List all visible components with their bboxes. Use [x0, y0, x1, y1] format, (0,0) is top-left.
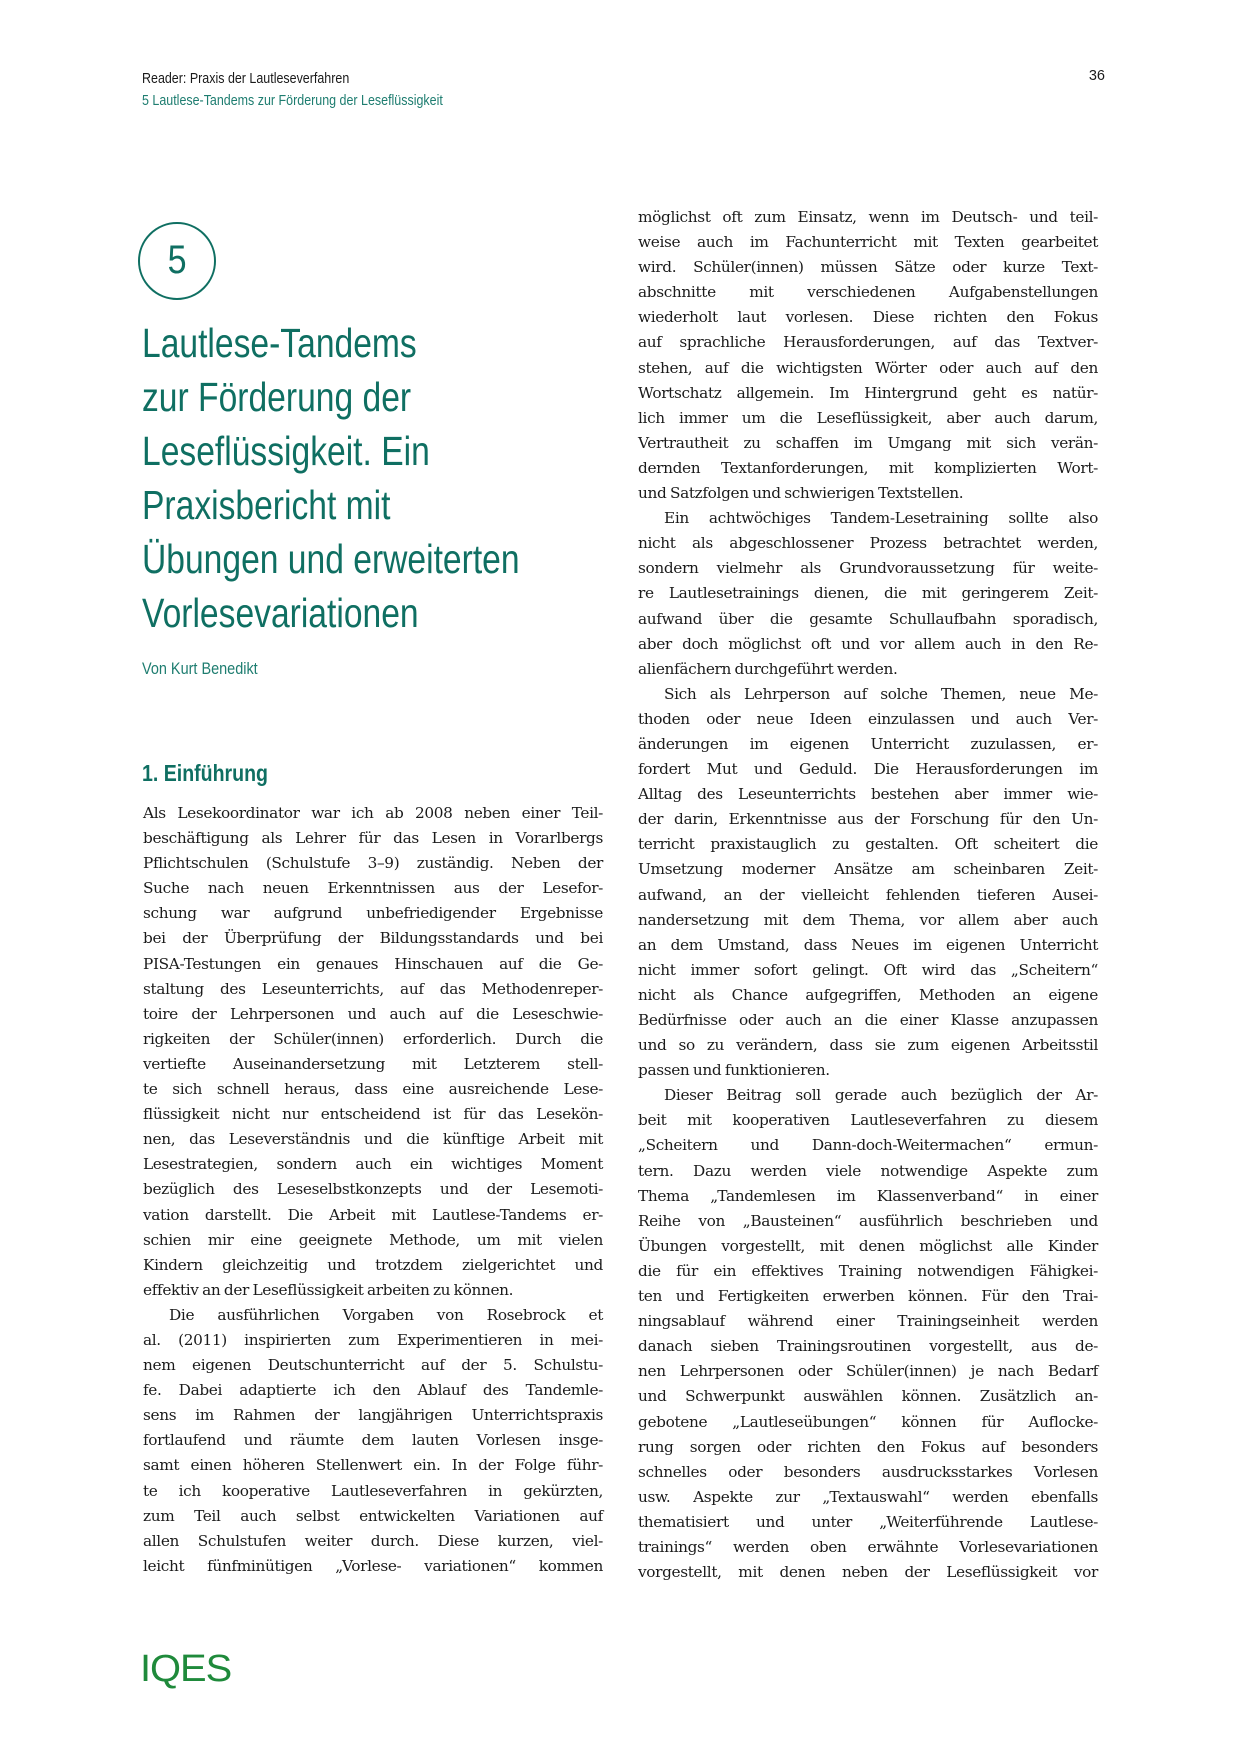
text-line: Suche nach neuen Erkenntnissen aus der Lesefor- — [143, 879, 603, 898]
text-line: fe. Dabei adaptierte ich den Ablauf des Tandemle- — [143, 1381, 603, 1400]
text-line: und so zu verändern, dass sie zum eigenen Arbeitsstil — [638, 1036, 1098, 1055]
text-line: stehen, auf die wichtigsten Wörter oder auch auf den — [638, 358, 1098, 377]
text-line: weise auch im Fachunterricht mit Texten gearbeitet — [638, 233, 1098, 252]
text-line: vorgestellt, mit denen neben der Leseflüssigkeit vor — [638, 1563, 1098, 1582]
text-line: nicht immer sofort gelingt. Oft wird das „Scheitern“ — [638, 960, 1098, 979]
text-line: tern. Dazu werden viele notwendige Aspekte zum — [638, 1161, 1098, 1180]
text-line: te ich kooperative Lautleseverfahren in gekürzten, — [143, 1481, 603, 1500]
chapter-title-line: Vorlesevariationen — [142, 590, 419, 636]
text-line: Kindern gleichzeitig und trotzdem zielgerichtet und — [143, 1255, 603, 1274]
text-line: Thema „Tandemlesen im Klassenverband“ in einer — [638, 1186, 1098, 1205]
text-line: al. (2011) inspirierten zum Experimentieren in mei- — [143, 1330, 603, 1349]
text-line: rung sorgen oder richten den Fokus auf besonders — [638, 1437, 1098, 1456]
section-heading: 1. Einführung — [142, 760, 268, 786]
text-line: dernden Textanforderungen, mit komplizierten Wort- — [638, 458, 1098, 477]
text-line: nandersetzung mit dem Thema, vor allem aber auch — [638, 910, 1098, 929]
text-line: beschäftigung als Lehrer für das Lesen in Vorarlbergs — [143, 829, 603, 848]
text-line: ten und Fertigkeiten erwerben können. Für den Trai- — [638, 1287, 1098, 1306]
chapter-number: 5 — [167, 238, 187, 282]
text-line: Wortschatz allgemein. Im Hintergrund geht es natür- — [638, 383, 1098, 402]
text-line: sondern vielmehr als Grundvoraussetzung für weite- — [638, 559, 1098, 578]
text-line: bezüglich des Leseselbstkonzepts und der Lesemoti- — [143, 1180, 603, 1199]
text-line: die für ein effektives Training notwendigen Fähigkei- — [638, 1261, 1098, 1280]
text-line: re Lautlesetrainings dienen, die mit geringerem Zeit- — [638, 584, 1098, 603]
text-line: rigkeiten der Schüler(innen) erforderlich. Durch die — [143, 1029, 603, 1048]
text-line: Vertrautheit zu schaffen im Umgang mit sich verän- — [638, 433, 1098, 452]
running-chapter-title: 5 Lautlese-Tandems zur Förderung der Leseflüssigkeit — [142, 93, 443, 109]
chapter-title-line: Übungen und erweiterten — [142, 536, 520, 582]
text-line: lich immer um die Leseflüssigkeit, aber auch darum, — [638, 408, 1098, 427]
text-line: trainings“ werden oben erwähnte Vorlesevariationen — [638, 1537, 1098, 1556]
text-line: samt einen höheren Stellenwert ein. In der Folge führ- — [143, 1456, 603, 1475]
text-line: usw. Aspekte zur „Textauswahl“ werden ebenfalls — [638, 1487, 1098, 1506]
chapter-title-line: zur Förderung der — [142, 374, 412, 420]
text-line: vertiefte Auseinandersetzung mit Letzterem stell- — [143, 1054, 603, 1073]
text-line: Dieser Beitrag soll gerade auch bezüglich der Ar- — [664, 1086, 1098, 1105]
running-header — [142, 68, 443, 112]
text-line: Sich als Lehrperson auf solche Themen, neue Me- — [664, 684, 1098, 703]
text-line: thoden oder neue Ideen einzulassen und auch Ver- — [638, 709, 1098, 728]
body-column-right — [638, 205, 1098, 1585]
text-line: Bedürfnisse oder auch an die einer Klasse anzupassen — [638, 1011, 1098, 1029]
text-line: bei der Überprüfung der Bildungsstandards und bei — [143, 929, 603, 948]
text-line: schung war aufgrund unbefriedigender Ergebnisse — [143, 904, 603, 923]
text-line: fordert Mut und Geduld. Die Herausforderungen im — [638, 760, 1098, 779]
text-line: vation darstellt. Die Arbeit mit Lautlese-Tandems er- — [143, 1205, 603, 1224]
text-line: nen Lehrpersonen oder Schüler(innen) je nach Bedarf — [638, 1362, 1098, 1381]
chapter-title-line: Leseflüssigkeit. Ein — [142, 428, 430, 474]
text-line: nen, das Leseverständnis und die künftige Arbeit mit — [143, 1130, 603, 1149]
text-line: Pflichtschulen (Schulstufe 3–9) zuständig. Neben der — [143, 854, 603, 873]
text-line: und Satzfolgen und schwierigen Textstellen. — [638, 484, 964, 503]
text-line: an dem Umstand, dass Neues im eigenen Unterricht — [638, 935, 1098, 954]
text-line: Die ausführlichen Vorgaben von Rosebrock et — [169, 1305, 603, 1324]
text-line: wiederholt laut vorlesen. Diese richten den Fokus — [638, 308, 1098, 327]
text-line: sens im Rahmen der langjährigen Unterrichtspraxis — [143, 1406, 603, 1425]
text-line: beit mit kooperativen Lautleseverfahren zu diesem — [638, 1111, 1098, 1130]
text-line: änderungen im eigenen Unterricht zuzulassen, er- — [638, 734, 1098, 753]
text-line: der darin, Erkenntnisse aus der Forschung für den Un- — [638, 810, 1098, 829]
page-number: 36 — [1088, 68, 1105, 84]
chapter-title-line: Praxisbericht mit — [142, 482, 391, 528]
text-line: gebotene „Lautleseübungen“ können für Auflocke- — [638, 1412, 1098, 1431]
iqes-logo: IQES — [140, 1648, 232, 1690]
body-column-left — [143, 801, 603, 1579]
text-line: Lesestrategien, sondern auch ein wichtiges Moment — [143, 1155, 603, 1174]
text-line: leicht fünfminütigen „Vorlese- variationen“ kommen — [143, 1556, 603, 1575]
text-line: aufwand über die gesamte Schullaufbahn sporadisch, — [638, 609, 1098, 628]
text-line: terricht praxistauglich zu gestalten. Oft scheitert die — [638, 835, 1098, 854]
text-line: Als Lesekoordinator war ich ab 2008 neben einer Teil- — [143, 804, 603, 822]
chapter-title — [142, 316, 520, 640]
text-line: nicht als Chance aufgegriffen, Methoden an eigene — [638, 985, 1098, 1004]
text-line: aber doch möglichst oft und vor allem auch in den Re- — [638, 634, 1098, 653]
text-line: flüssigkeit nicht nur entscheidend ist für das Lesekön- — [143, 1105, 603, 1124]
text-line: schnelles oder besonders ausdrucksstarkes Vorlesen — [638, 1462, 1098, 1481]
text-line: wird. Schüler(innen) müssen Sätze oder kurze Text- — [638, 258, 1098, 277]
text-line: passen und funktionieren. — [638, 1061, 830, 1080]
text-line: schien mir eine geeignete Methode, um mit vielen — [143, 1230, 603, 1249]
text-line: ningsablauf während einer Trainingseinheit werden — [638, 1312, 1098, 1331]
text-line: fortlaufend und räumte dem lauten Vorlesen insge- — [143, 1431, 603, 1450]
text-line: allen Schulstufen weiter durch. Diese kurzen, viel- — [143, 1531, 603, 1550]
text-line: te sich schnell heraus, dass eine ausreichende Lese- — [143, 1080, 603, 1099]
text-line: möglichst oft zum Einsatz, wenn im Deutsch- und teil- — [638, 208, 1098, 226]
text-line: effektiv an der Leseflüssigkeit arbeiten zu können. — [143, 1280, 514, 1299]
chapter-title-line: Lautlese-Tandems — [142, 320, 417, 366]
text-line: Reihe von „Bausteinen“ ausführlich beschrieben und — [638, 1211, 1098, 1230]
text-line: aufwand, an der vielleicht fehlenden tieferen Ausei- — [638, 885, 1098, 904]
running-title: Reader: Praxis der Lautleseverfahren — [142, 71, 350, 87]
text-line: alienfächern durchgeführt werden. — [638, 659, 898, 678]
text-line: Ein achtwöchiges Tandem-Lesetraining sollte also — [664, 509, 1098, 528]
text-line: und Schwerpunkt auswählen können. Zusätzlich an- — [638, 1387, 1098, 1406]
text-line: PISA-Testungen ein genaues Hinschauen auf die Ge- — [143, 954, 603, 973]
chapter-number-badge — [138, 222, 216, 300]
text-line: auf sprachliche Herausforderungen, auf das Textver- — [638, 333, 1098, 352]
text-line: Alltag des Leseunterrichts bestehen aber immer wie- — [638, 785, 1098, 804]
text-line: danach sieben Trainingsroutinen vorgestellt, aus de- — [638, 1337, 1098, 1356]
text-line: „Scheitern und Dann-doch-Weitermachen“ ermun- — [638, 1136, 1098, 1155]
author-byline: Von Kurt Benedikt — [142, 659, 258, 678]
text-line: Umsetzung moderner Ansätze am scheinbaren Zeit- — [638, 860, 1098, 879]
text-line: abschnitte mit verschiedenen Aufgabenstellungen — [638, 283, 1098, 302]
text-line: thematisiert und unter „Weiterführende Lautlese- — [638, 1512, 1098, 1531]
text-line: nem eigenen Deutschunterricht auf der 5. Schulstu- — [143, 1356, 603, 1375]
text-line: Übungen vorgestellt, mit denen möglichst alle Kinder — [638, 1236, 1098, 1255]
text-line: zum Teil auch selbst entwickelten Variationen auf — [143, 1506, 603, 1525]
text-line: nicht als abgeschlossener Prozess betrachtet werden, — [638, 534, 1098, 553]
text-line: toire der Lehrpersonen und auch auf die Leseschwie- — [143, 1004, 603, 1023]
text-line: staltung des Leseunterrichts, auf das Methodenreper- — [143, 979, 603, 998]
